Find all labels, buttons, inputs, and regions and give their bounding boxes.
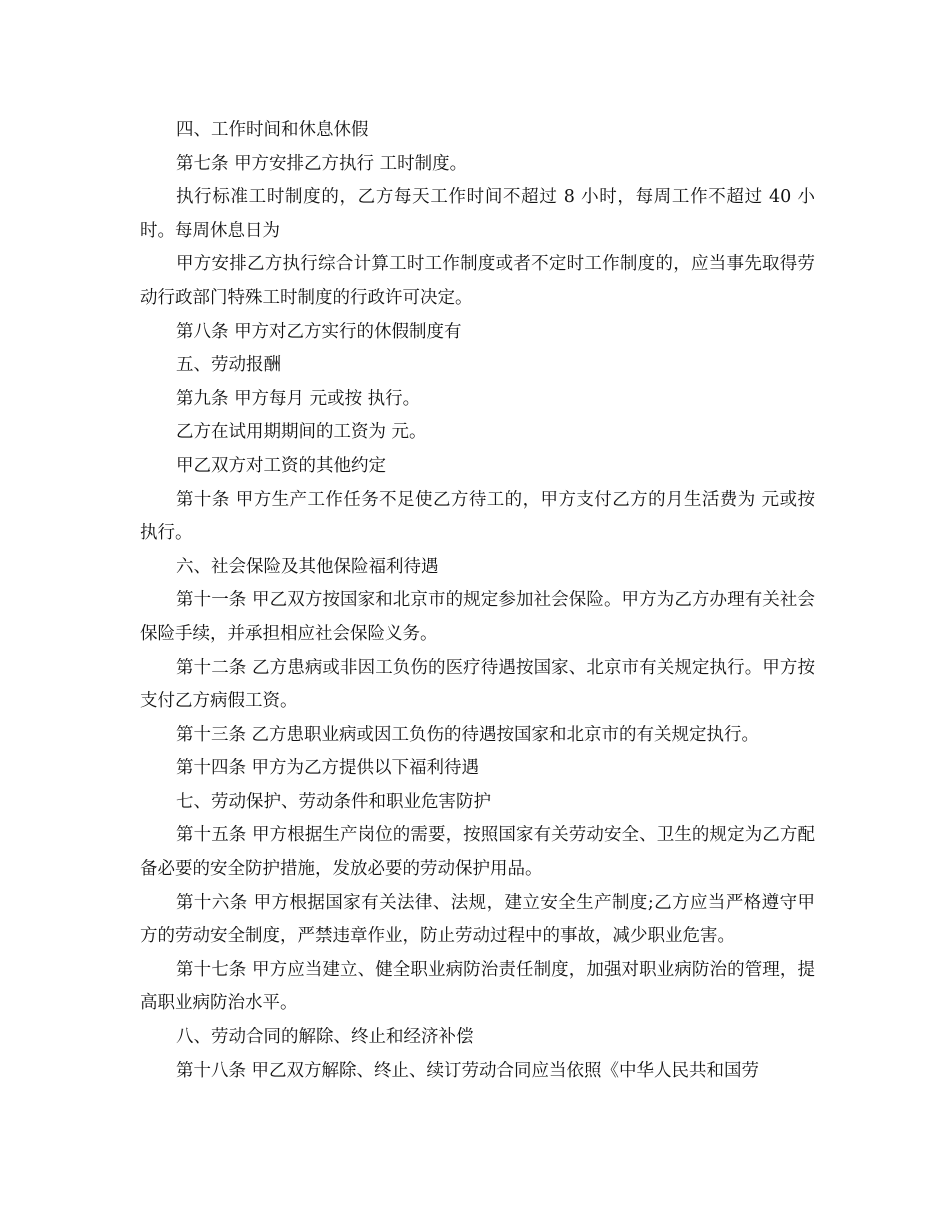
other-wage-agreement-paragraph: 甲乙双方对工资的其他约定 [176,455,386,476]
article-13: 第十三条 乙方患职业病或因工负伤的待遇按国家和北京市的有关规定执行。 [176,724,760,745]
article-8: 第八条 甲方对乙方实行的休假制度有 [176,321,462,342]
special-hours-paragraph: 甲方安排乙方执行综合计算工时工作制度或者不定时工作制度的，应当事先取得劳动行政部门特殊工时制度的行政许可决定。 [140,254,815,308]
article-12: 第十二条 乙方患病或非因工负伤的医疗待遇按国家、北京市有关规定执行。甲方按 支付乙方病假工资。 [140,657,815,712]
section-heading-social-insurance: 六、社会保险及其他保险福利待遇 [176,556,439,577]
article-18: 第十八条 甲乙双方解除、终止、续订劳动合同应当依照《中华人民共和国劳 [176,1060,760,1081]
document-body [140,114,815,1088]
section-heading-remuneration: 五、劳动报酬 [176,355,281,376]
article-17: 第十七条 甲方应当建立、健全职业病防治责任制度，加强对职业病防治的管理，提高职业病防治水平。 [140,959,815,1014]
probation-wage-paragraph: 乙方在试用期期间的工资为 元。 [176,422,427,443]
section-heading-working-hours: 四、工作时间和休息休假 [176,120,369,140]
article-7: 第七条 甲方安排乙方执行 工时制度。 [176,153,468,174]
article-10: 第十条 甲方生产工作任务不足使乙方待工的，甲方支付乙方的月生活费为 元或按 执行。 [140,489,815,544]
standard-hours-paragraph: 执行标准工时制度的，乙方每天工作时间不超过 8 小时，每周工作不超过 40 小时。每周休息日为 [140,187,815,241]
article-11: 第十一条 甲乙双方按国家和北京市的规定参加社会保险。甲方为乙方办理有关社会保险手续，并承担相应社会保险义务。 [140,590,815,644]
article-16: 第十六条 甲方根据国家有关法律、法规，建立安全生产制度;乙方应当严格遵守甲方的劳动安全制度，严禁违章作业，防止劳动过程中的事故，减少职业危害。 [140,892,815,947]
article-15: 第十五条 甲方根据生产岗位的需要，按照国家有关劳动安全、卫生的规定为乙方配备必要的安全防护措施，发放必要的劳动保护用品。 [140,825,815,880]
section-heading-labor-protection: 七、劳动保护、劳动条件和职业危害防护 [176,791,491,812]
article-9: 第九条 甲方每月 元或按 执行。 [176,388,421,409]
article-14: 第十四条 甲方为乙方提供以下福利待遇 [176,758,480,779]
section-heading-contract-termination: 八、劳动合同的解除、终止和经济补偿 [176,1027,474,1048]
